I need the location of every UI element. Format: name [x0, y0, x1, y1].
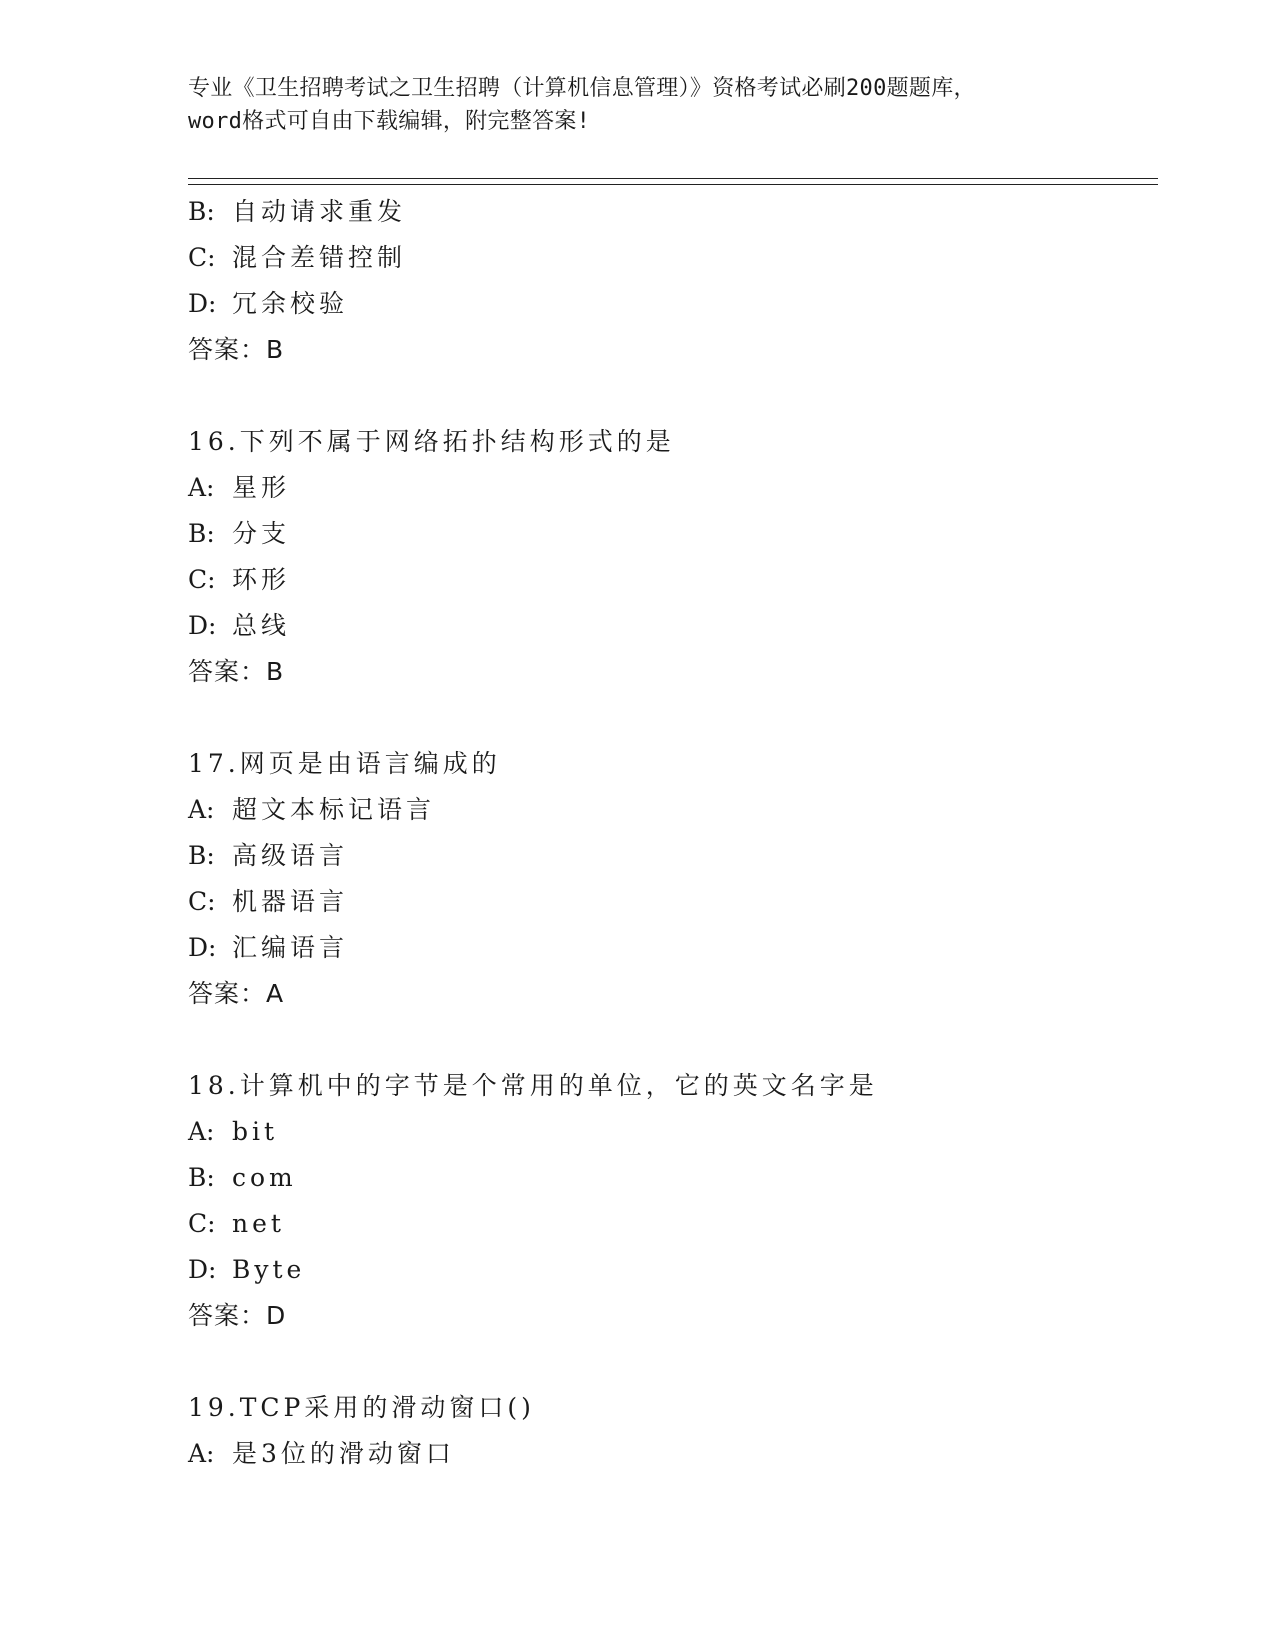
option-text: 冗余校验 [232, 289, 349, 318]
option-text: 混合差错控制 [232, 243, 407, 272]
question-stem-18: 18.计算机中的字节是个常用的单位，它的英文名字是 [188, 1071, 878, 1100]
option-key: D: [188, 611, 217, 640]
option-key: C: [188, 565, 216, 594]
option-key: C: [188, 1209, 216, 1238]
option-key: B: [188, 519, 215, 548]
option-q16-b [188, 511, 1148, 557]
option-key: A: [188, 473, 215, 502]
option-key: D: [188, 933, 217, 962]
option-q15-c [188, 235, 1148, 281]
spacer [188, 1017, 1148, 1063]
option-q16-d [188, 603, 1148, 649]
option-key: D: [188, 1255, 217, 1284]
option-text: 是3位的滑动窗口 [232, 1439, 455, 1468]
question-stem-16: 16.下列不属于网络拓扑结构形式的是 [188, 427, 675, 456]
option-q16-c [188, 557, 1148, 603]
option-q15-b [188, 189, 1148, 235]
option-q15-d [188, 281, 1148, 327]
option-text: 机器语言 [232, 887, 349, 916]
question-stem-17: 17.网页是由语言编成的 [188, 749, 501, 778]
answer-q18: 答案：D [188, 1301, 287, 1330]
option-key: C: [188, 887, 216, 916]
option-q19-a [188, 1431, 1148, 1477]
option-key: A: [188, 1117, 215, 1146]
option-text: 环形 [232, 565, 291, 594]
answer-q16: 答案：B [188, 657, 285, 686]
option-q17-a [188, 787, 1148, 833]
option-q18-c [188, 1201, 1148, 1247]
option-text: 汇编语言 [232, 933, 349, 962]
option-text: 高级语言 [232, 841, 349, 870]
option-key: B: [188, 197, 215, 226]
spacer [188, 1339, 1148, 1385]
question-stem-19: 19.TCP采用的滑动窗口() [188, 1393, 535, 1422]
option-key: A: [188, 795, 215, 824]
option-key: B: [188, 1163, 215, 1192]
document-header [188, 72, 1088, 138]
header-line-2: word格式可自由下载编辑，附完整答案! [188, 109, 591, 134]
header-line-1: 专业《卫生招聘考试之卫生招聘（计算机信息管理）》资格考试必刷200题题库， [188, 76, 976, 101]
option-text: 总线 [232, 611, 291, 640]
spacer [188, 695, 1148, 741]
option-key: C: [188, 243, 216, 272]
option-q18-b [188, 1155, 1148, 1201]
spacer [188, 373, 1148, 419]
option-q17-d [188, 925, 1148, 971]
option-key: A: [188, 1439, 215, 1468]
option-key: D: [188, 289, 217, 318]
answer-q15: 答案：B [188, 335, 285, 364]
option-q17-b [188, 833, 1148, 879]
option-text: 分支 [232, 519, 291, 548]
option-text: 自动请求重发 [232, 197, 407, 226]
option-q16-a [188, 465, 1148, 511]
option-text: bit [232, 1117, 279, 1146]
option-q18-d [188, 1247, 1148, 1293]
header-divider [188, 178, 1158, 185]
question-list [188, 189, 1148, 1477]
option-text: 星形 [232, 473, 291, 502]
option-text: com [232, 1163, 297, 1192]
option-q17-c [188, 879, 1148, 925]
option-q18-a [188, 1109, 1148, 1155]
option-text: 超文本标记语言 [232, 795, 436, 824]
option-text: net [232, 1209, 285, 1238]
answer-q17: 答案：A [188, 979, 285, 1008]
option-key: B: [188, 841, 215, 870]
option-text: Byte [232, 1255, 306, 1284]
